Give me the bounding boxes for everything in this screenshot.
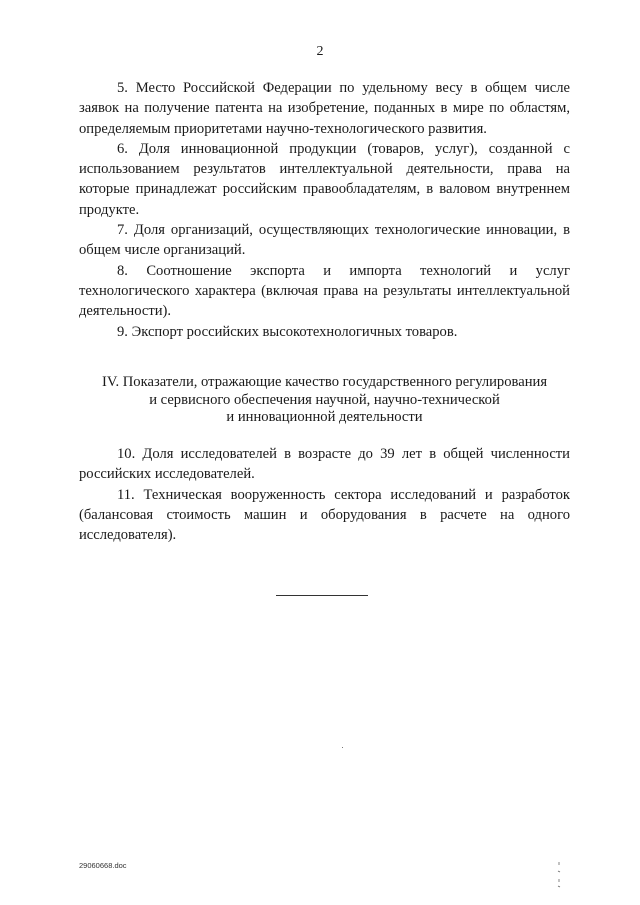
list-item-10: 10. Доля исследователей в возрасте до 39 лет в общей численности российских исследователей.: [79, 446, 570, 483]
scan-marks-icon: [555, 860, 563, 890]
section-heading-line: и инновационной деятельности: [226, 409, 423, 425]
section-heading-line: IV. Показатели, отражающие качество государственного регулирования: [101, 374, 548, 390]
file-reference: 29060668.doc: [79, 861, 127, 870]
list-item-8: 8. Соотношение экспорта и импорта технологий и услуг технологического характера (включая права на результаты интеллектуальной деятельности).: [79, 262, 570, 320]
scan-speck: [342, 747, 343, 748]
section-heading-line: и сервисного обеспечения научной, научно-технической: [149, 391, 500, 408]
indicator-list-part-1: [79, 78, 570, 342]
list-item-7: 7. Доля организаций, осуществляющих технологические инновации, в общем числе организаций.: [79, 222, 570, 259]
list-item-11: 11. Техническая вооруженность сектора исследований и разработок (балансовая стоимость машин и оборудования в расчете на одного исследователя).: [79, 486, 570, 544]
list-item-6: 6. Доля инновационной продукции (товаров, услуг), созданной с использованием результатов интеллектуальной деятельности, права на которые принадлежат российским правообладателям, в валовом внутреннем продукте.: [79, 140, 570, 218]
list-item-9: 9. Экспорт российских высокотехнологичных товаров.: [117, 323, 458, 340]
list-item-5: 5. Место Российской Федерации по удельному весу в общем числе заявок на получение патента на изобретение, поданных в мире по областям, определяемым приоритетами научно-технологического развития.: [79, 80, 570, 137]
end-of-document-rule: [276, 595, 368, 596]
section-heading-iv: [79, 374, 570, 427]
indicator-list-part-2: [79, 444, 570, 545]
page-number: 2: [316, 44, 324, 59]
